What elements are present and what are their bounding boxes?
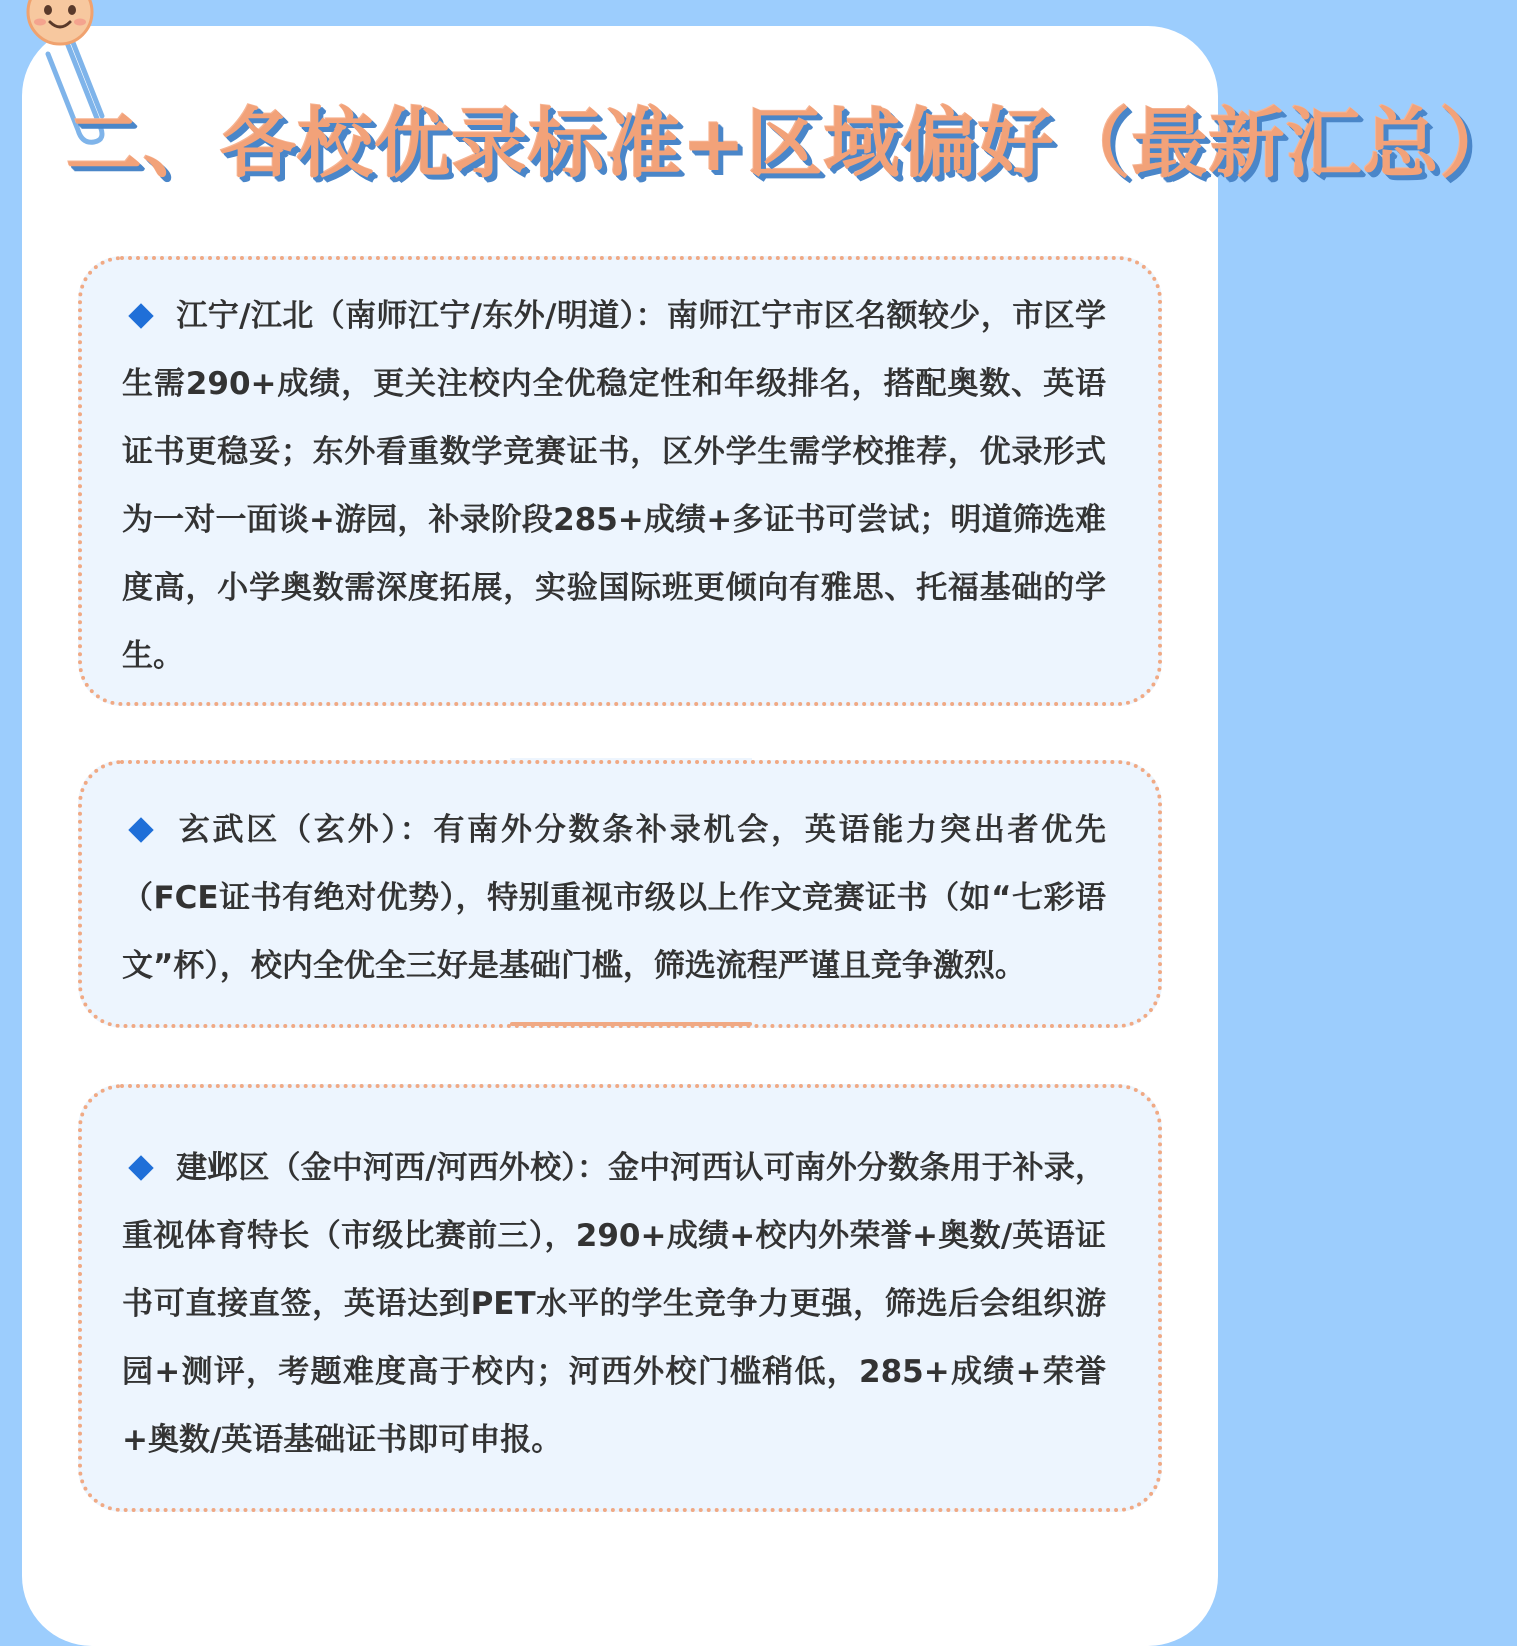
info-card-xuanwu — [78, 760, 1162, 1028]
diamond-icon — [128, 817, 153, 842]
card-text: 玄武区（玄外）：有南外分数条补录机会，英语能力突出者优先（FCE证书有绝对优势），特别重视市级以上作文竞赛证书（如“七彩语文”杯），校内全优全三好是基础门槛，筛选流程严谨且竞争激烈。 — [122, 812, 1106, 984]
card-paragraph — [122, 282, 1106, 690]
divider-accent — [510, 1022, 752, 1026]
diamond-icon — [128, 1155, 153, 1180]
card-text: 建邺区（金中河西/河西外校）：金中河西认可南外分数条用于补录，重视体育特长（市级比赛前三），290+成绩+校内外荣誉+奥数/英语证书可直接直签，英语达到PET水平的学生竞争力更强，筛选后会组织游园+测评，考题难度高于校内；河西外校门槛稍低，285+成绩+荣誉+奥数/英语基础证书即可申报。 — [122, 1150, 1106, 1458]
diamond-icon — [128, 303, 153, 328]
card-paragraph — [122, 796, 1106, 1000]
card-text: 江宁/江北（南师江宁/东外/明道）：南师江宁市区名额较少，市区学生需290+成绩，更关注校内全优稳定性和年级排名，搭配奥数、英语证书更稳妥；东外看重数学竞赛证书，区外学生需学校推荐，优录形式为一对一面谈+游园，补录阶段285+成绩+多证书可尝试；明道筛选难度高，小学奥数需深度拓展，实验国际班更倾向有雅思、托福基础的学生。 — [122, 298, 1106, 674]
page-title: 二、各校优录标准+区域偏好（最新汇总） — [66, 99, 1517, 188]
info-card-jianye — [78, 1084, 1162, 1512]
card-paragraph — [122, 1134, 1106, 1474]
info-card-jiangning-jiangbei — [78, 256, 1162, 706]
